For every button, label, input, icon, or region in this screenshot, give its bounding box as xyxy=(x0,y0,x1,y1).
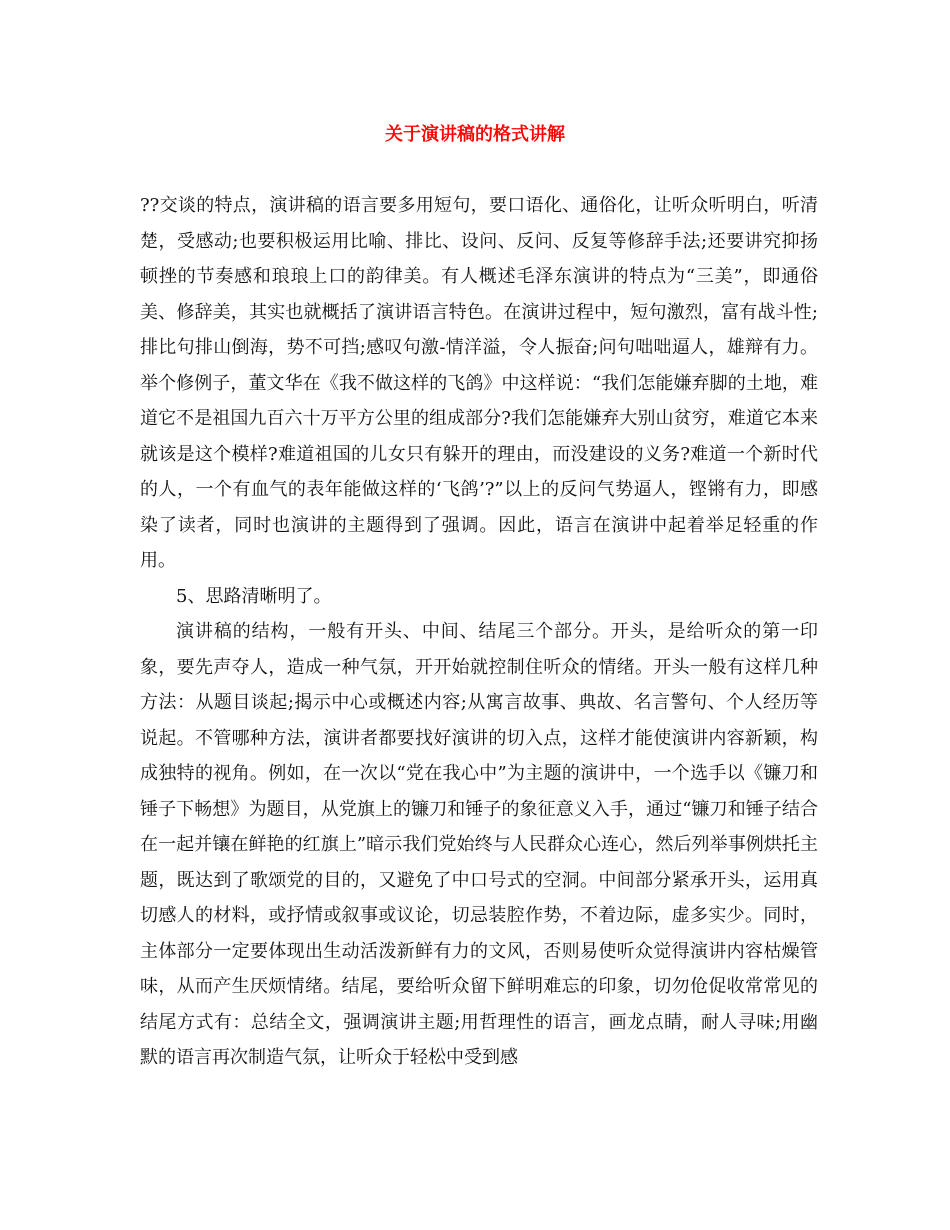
paragraph-section-heading: 5、思路清晰明了。 xyxy=(176,585,332,607)
document-body xyxy=(140,188,818,1076)
document-title: 关于演讲稿的格式讲解 xyxy=(385,124,565,145)
paragraph-language-style: ??交谈的特点，演讲稿的语言要多用短句，要口语化、通俗化，让听众听明白，听清楚，受感动;也要积极运用比喻、排比、设问、反问、反复等修辞手法;还要讲究抑扬顿挫的节奏感和琅琅上口的韵律美。有人概述毛泽东演讲的特点为“三美”，即通俗美、修辞美，其实也就概括了演讲语言特色。在演讲过程中，短句激烈，富有战斗性;排比句排山倒海，势不可挡;感叹句激-情洋溢，令人振奋;问句咄咄逼人，雄辩有力。举个修例子，董文华在《我不做这样的飞鸽》中这样说：“我们怎能嫌弃脚的土地，难道它不是祖国九百六十万平方公里的组成部分?我们怎能嫌弃大别山贫穷，难道它本来就该是这个模样?难道祖国的儿女只有躲开的理由，而没建设的义务?难道一个新时代的人，一个有血气的表年能做这样的‘飞鸽’?”以上的反问气势逼人，铿锵有力，即感染了读者，同时也演讲的主题得到了强调。因此，语言在演讲中起着举足轻重的作用。 xyxy=(140,195,818,571)
paragraph-structure: 演讲稿的结构，一般有开头、中间、结尾三个部分。开头，是给听众的第一印象，要先声夺人，造成一种气氛，开开始就控制住听众的情绪。开头一般有这样几种方法：从题目谈起;揭示中心或概述内容;从寓言故事、典故、名言警句、个人经历等说起。不管哪种方法，演讲者都要找好演讲的切入点，这样才能使演讲内容新颖，构成独特的视角。例如，在一次以“党在我心中”为主题的演讲中，一个选手以《镰刀和锤子下畅想》为题目，从党旗上的镰刀和锤子的象征意义入手，通过“镰刀和锤子结合在一起并镶在鲜艳的红旗上”暗示我们党始终与人民群众心连心，然后列举事例烘托主题，既达到了歌颂党的目的，又避免了中口号式的空洞。中间部分紧承开头，运用真切感人的材料，或抒情或叙事或议论，切忌装腔作势，不着边际，虚多实少。同时，主体部分一定要体现出生动活泼新鲜有力的文风，否则易使听众觉得演讲内容枯燥管味，从而产生厌烦情绪。结尾，要给听众留下鲜明难忘的印象，切勿伧促收常常见的结尾方式有：总结全文，强调演讲主题;用哲理性的语言，画龙点睛，耐人寻味;用幽默的语言再次制造气氛，让听众于轻松中受到感 xyxy=(140,621,818,1068)
